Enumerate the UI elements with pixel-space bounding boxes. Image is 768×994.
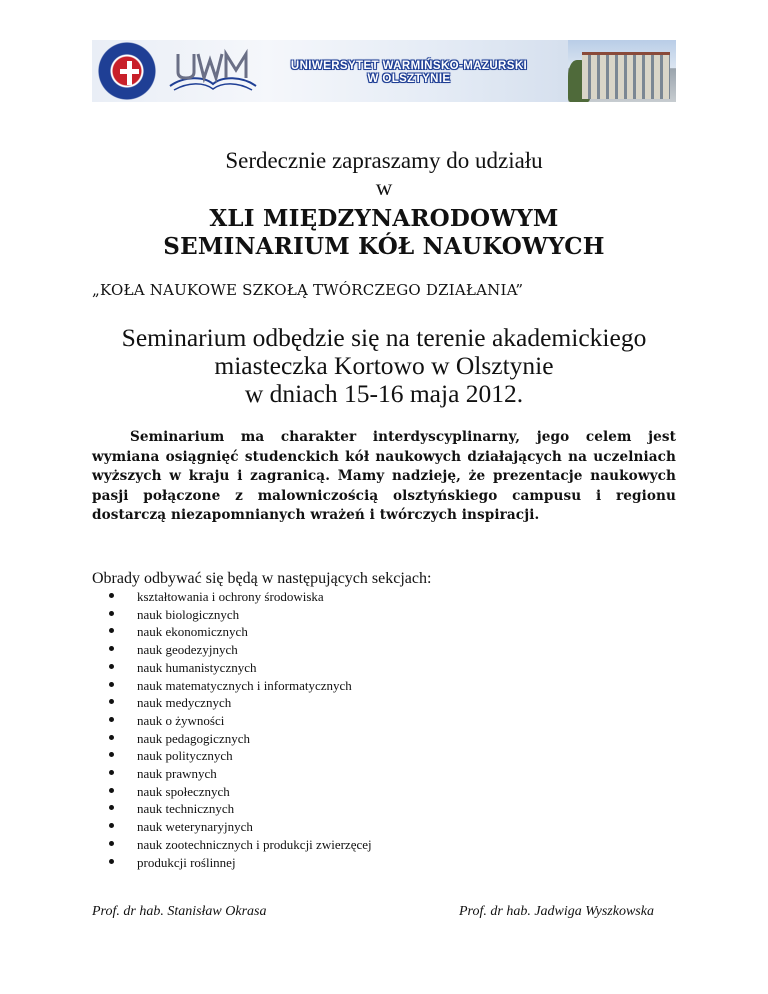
university-name <box>274 60 544 86</box>
venue-line2: miasteczka Kortowo w Olsztynie <box>214 351 554 380</box>
signature-right: Prof. dr hab. Jadwiga Wyszkowska <box>459 904 654 919</box>
seal-cross-bar-icon <box>120 69 139 74</box>
section-item: nauk humanistycznych <box>104 659 372 677</box>
invitation-text <box>0 147 768 201</box>
seminar-title <box>0 205 768 261</box>
section-item: kształtowania i ochrony środowiska <box>104 588 372 606</box>
section-item: nauk biologicznych <box>104 606 372 624</box>
section-item: produkcji roślinnej <box>104 854 372 872</box>
university-seal-icon <box>98 42 156 100</box>
seminar-description: Seminarium ma charakter interdyscyplinarny, jego celem jest wymiana osiągnięć studenckich kół naukowych działających na uczelniach wyższych w kraju i zagranicą. Mamy nadzieję, że prezentacje naukowych pasji połączone z malowniczością olsztyńskiego campusu i regionu dostarczą niezapomnianych wrażeń i twórczych inspiracji. <box>92 429 676 524</box>
section-item: nauk pedagogicznych <box>104 730 372 748</box>
section-item: nauk technicznych <box>104 800 372 818</box>
section-item: nauk politycznych <box>104 747 372 765</box>
venue-line1: Seminarium odbędzie się na terenie akademickiego <box>121 323 647 352</box>
sections-list <box>104 588 372 871</box>
section-item: nauk medycznych <box>104 694 372 712</box>
section-item: nauk ekonomicznych <box>104 623 372 641</box>
section-item: nauk o żywności <box>104 712 372 730</box>
sections-intro: Obrady odbywać się będą w następujących sekcjach: <box>92 570 432 587</box>
seminar-title-line1: XLI MIĘDZYNARODOWYM <box>209 205 559 232</box>
invitation-line1: Serdecznie zapraszamy do udziału <box>225 148 543 173</box>
campus-building-photo <box>568 40 676 102</box>
venue-line3: w dniach 15-16 maja 2012. <box>244 379 524 408</box>
section-item: nauk weterynaryjnych <box>104 818 372 836</box>
venue-info <box>0 324 768 408</box>
invitation-line2: w <box>375 175 393 200</box>
section-item: nauk matematycznych i informatycznych <box>104 677 372 695</box>
section-item: nauk zootechnicznych i produkcji zwierzęcej <box>104 836 372 854</box>
section-item: nauk prawnych <box>104 765 372 783</box>
uwm-logo-icon <box>164 46 262 96</box>
university-name-line2: W OLSZTYNIE <box>367 73 451 85</box>
section-item: nauk społecznych <box>104 783 372 801</box>
section-item: nauk geodezyjnych <box>104 641 372 659</box>
university-name-line1: UNIWERSYTET WARMIŃSKO-MAZURSKI <box>290 60 528 72</box>
seminar-motto: „KOŁA NAUKOWE SZKOŁĄ TWÓRCZEGO DZIAŁANIA” <box>92 281 524 299</box>
seminar-title-line2: SEMINARIUM KÓŁ NAUKOWYCH <box>163 233 605 260</box>
signature-left: Prof. dr hab. Stanisław Okrasa <box>92 904 267 919</box>
building-facade-icon <box>582 52 670 99</box>
university-banner <box>92 40 676 102</box>
